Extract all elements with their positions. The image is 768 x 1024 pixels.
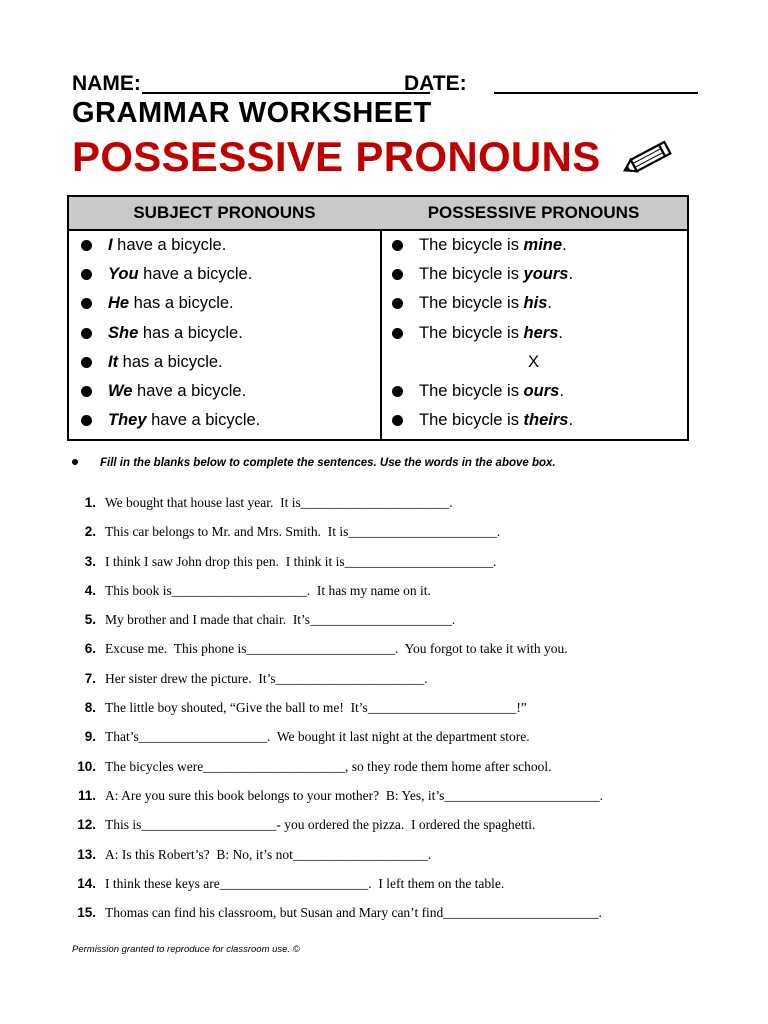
possessive-pronouns-header: POSSESSIVE PRONOUNS <box>380 197 687 231</box>
subject-sentence <box>108 406 260 435</box>
exercise-item <box>72 842 712 871</box>
possessive-sentence <box>419 377 564 406</box>
pencil-icon <box>620 136 678 180</box>
exercise-item <box>72 549 712 578</box>
subject-rest: has a bicycle. <box>118 352 223 371</box>
bullet-icon <box>81 357 92 368</box>
possessive-suffix: . <box>562 236 567 254</box>
exercise-number: 14. <box>77 875 96 891</box>
header-row <box>72 72 702 98</box>
exercise-sentence[interactable]: A: Is this Robert’s? B: No, it’s not____________________. <box>105 846 432 862</box>
worksheet-subtitle: POSSESSIVE PRONOUNS <box>72 133 601 180</box>
exercise-number: 10. <box>77 758 96 774</box>
possessive-suffix: . <box>559 381 564 400</box>
bullet-icon <box>392 240 403 251</box>
possessive-prefix: The bicycle is <box>419 294 524 313</box>
subject-row <box>69 377 380 406</box>
exercise-sentence[interactable]: The bicycles were_____________________, so they rode them home after school. <box>105 758 552 774</box>
bullet-icon <box>392 415 403 426</box>
exercise-number: 7. <box>84 670 96 686</box>
subject-pronoun: She <box>108 323 139 342</box>
subject-rest: have a bicycle. <box>132 381 247 400</box>
bullet-icon <box>81 298 92 309</box>
exercise-sentence[interactable]: Excuse me. This phone is______________________. You forgot to take it with you. <box>105 641 568 657</box>
subject-sentence <box>108 231 226 260</box>
subject-sentence <box>108 289 234 318</box>
exercise-item <box>72 695 712 724</box>
exercise-number: 6. <box>84 641 96 657</box>
instructions <box>72 457 556 469</box>
possessive-pronoun: ours <box>523 381 560 400</box>
possessive-prefix: The bicycle is <box>419 236 524 254</box>
name-blank[interactable] <box>142 92 430 94</box>
pronoun-table <box>67 195 689 441</box>
subject-pronoun: He <box>108 294 130 313</box>
subject-pronouns-header: SUBJECT PRONOUNS <box>69 197 380 231</box>
exercise-number: 5. <box>84 612 96 628</box>
exercise-sentence[interactable]: We bought that house last year. It is______________________. <box>105 495 453 510</box>
possessive-row <box>380 319 687 348</box>
subject-sentence <box>108 260 252 289</box>
exercise-number: 8. <box>84 700 96 716</box>
possessive-sentence <box>419 406 573 435</box>
possessive-row <box>380 377 687 406</box>
exercise-number: 4. <box>84 582 96 598</box>
subject-pronouns-column <box>69 197 382 439</box>
exercise-number: 1. <box>84 495 96 510</box>
possessive-pronoun: yours <box>523 265 569 284</box>
possessive-pronoun: mine <box>523 236 563 254</box>
subject-rest: have a bicycle. <box>112 236 227 254</box>
possessive-pronouns-column <box>380 197 687 439</box>
exercise-item <box>72 607 712 636</box>
subject-pronoun: We <box>108 381 133 400</box>
possessive-suffix: . <box>547 294 552 313</box>
possessive-row <box>380 289 687 318</box>
subject-pronoun: I <box>108 236 113 254</box>
exercise-number: 3. <box>84 553 96 569</box>
exercise-sentence[interactable]: Thomas can find his classroom, but Susan and Mary can’t find_______________________. <box>105 905 602 921</box>
subject-sentence <box>108 319 243 348</box>
possessive-pronoun-list <box>380 231 687 435</box>
possessive-row <box>380 260 687 289</box>
exercise-list <box>72 490 712 929</box>
exercise-number: 9. <box>84 729 96 745</box>
worksheet-title: GRAMMAR WORKSHEET <box>72 97 432 129</box>
exercise-sentence[interactable]: A: Are you sure this book belongs to your mother? B: Yes, it’s_______________________. <box>105 787 603 803</box>
subject-rest: has a bicycle. <box>138 323 243 342</box>
exercise-number: 13. <box>77 846 96 862</box>
subject-pronoun: You <box>108 265 139 284</box>
possessive-prefix: The bicycle is <box>419 411 524 430</box>
exercise-item <box>72 900 712 929</box>
bullet-icon <box>392 386 403 397</box>
subject-pronoun: It <box>108 352 119 371</box>
exercise-item <box>72 636 712 665</box>
possessive-suffix: . <box>568 265 574 284</box>
bullet-icon <box>81 328 92 339</box>
possessive-sentence <box>419 260 573 289</box>
bullet-icon <box>72 459 78 465</box>
subject-row <box>69 289 380 318</box>
exercise-sentence[interactable]: This is____________________- you ordered the pizza. I ordered the spaghetti. <box>105 817 536 833</box>
subject-row <box>69 319 380 348</box>
possessive-pronoun: theirs <box>523 411 569 430</box>
bullet-icon <box>81 240 92 251</box>
subject-rest: have a bicycle. <box>146 411 261 430</box>
permission-footer: Permission granted to reproduce for classroom use. © <box>72 944 300 955</box>
possessive-prefix: The bicycle is <box>419 265 524 284</box>
exercise-sentence[interactable]: I think these keys are______________________. I left them on the table. <box>105 875 505 891</box>
subject-sentence <box>108 348 223 377</box>
subject-sentence <box>108 377 246 406</box>
exercise-item <box>72 871 712 900</box>
no-possessive-mark: X <box>527 352 539 371</box>
exercise-sentence[interactable]: This book is____________________. It has my name on it. <box>105 582 431 598</box>
exercise-sentence[interactable]: This car belongs to Mr. and Mrs. Smith. It is______________________. <box>105 524 501 540</box>
bullet-icon <box>392 328 403 339</box>
date-blank[interactable] <box>494 92 698 94</box>
possessive-row <box>380 231 687 260</box>
subject-row <box>69 348 380 377</box>
possessive-pronoun: hers <box>523 323 559 342</box>
possessive-suffix: . <box>568 411 574 430</box>
subject-rest: has a bicycle. <box>129 294 234 313</box>
exercise-sentence[interactable]: Her sister drew the picture. It’s______________________. <box>105 670 428 686</box>
exercise-item <box>72 578 712 607</box>
exercise-item <box>72 519 712 548</box>
bullet-icon <box>81 386 92 397</box>
instruction-text: Fill in the blanks below to complete the sentences. Use the words in the above box. <box>100 457 556 469</box>
possessive-row <box>380 406 687 435</box>
possessive-sentence <box>419 289 552 318</box>
possessive-suffix: . <box>558 323 563 342</box>
subject-rest: have a bicycle. <box>138 265 253 284</box>
bullet-icon <box>81 269 92 280</box>
exercise-sentence[interactable]: That’s___________________. We bought it last night at the department store. <box>105 729 530 745</box>
subject-row <box>69 260 380 289</box>
exercise-number: 12. <box>77 817 96 833</box>
exercise-sentence[interactable]: My brother and I made that chair. It’s_____________________. <box>105 612 456 628</box>
exercise-item <box>72 812 712 841</box>
exercise-item <box>72 754 712 783</box>
exercise-sentence[interactable]: I think I saw John drop this pen. I think it is______________________. <box>105 553 497 569</box>
exercise-number: 11. <box>77 787 96 803</box>
exercise-item <box>72 666 712 695</box>
exercise-number: 15. <box>77 905 96 921</box>
possessive-row <box>380 348 687 377</box>
possessive-prefix: The bicycle is <box>419 323 524 342</box>
possessive-prefix: The bicycle is <box>419 381 524 400</box>
name-label: NAME: <box>72 72 141 95</box>
bullet-icon <box>392 269 403 280</box>
bullet-icon <box>81 415 92 426</box>
subject-row <box>69 231 380 260</box>
subject-row <box>69 406 380 435</box>
possessive-sentence <box>419 319 563 348</box>
exercise-item <box>72 490 712 519</box>
exercise-item <box>72 724 712 753</box>
possessive-sentence <box>419 231 567 260</box>
bullet-icon <box>392 298 403 309</box>
subject-pronoun-list <box>69 231 380 435</box>
exercise-number: 2. <box>84 524 96 540</box>
exercise-sentence[interactable]: The little boy shouted, “Give the ball to me! It’s______________________!” <box>105 700 527 716</box>
exercise-item <box>72 783 712 812</box>
possessive-pronoun: his <box>523 294 548 313</box>
date-label: DATE: <box>404 72 467 95</box>
subject-pronoun: They <box>108 411 147 430</box>
